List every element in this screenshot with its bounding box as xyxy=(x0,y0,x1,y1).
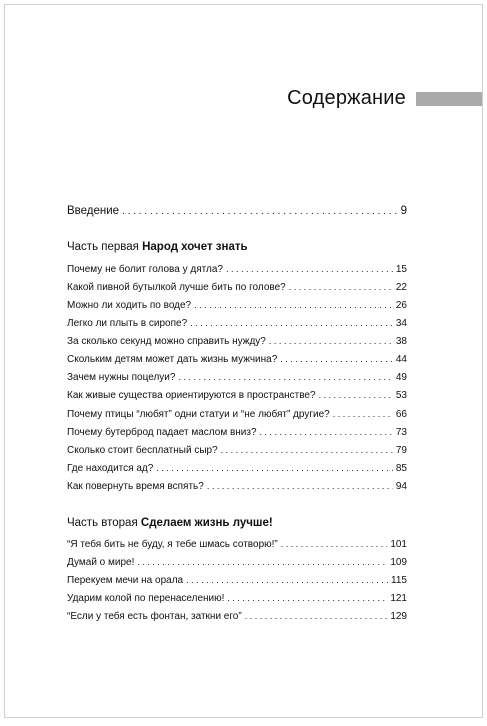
toc-entry-page: 15 xyxy=(395,264,407,275)
toc-entry xyxy=(67,575,407,586)
toc-entry-title: Где находится ад? xyxy=(67,463,154,474)
toc-entry-page: 79 xyxy=(395,445,407,456)
dot-leader xyxy=(333,409,393,419)
toc-entry xyxy=(67,539,407,550)
dot-leader xyxy=(137,557,387,567)
toc-entry-title: “Я тебя бить не буду, я тебе шмась сотворю!” xyxy=(67,539,278,550)
toc-entry-page: 109 xyxy=(390,557,407,568)
part-prefix: Часть первая xyxy=(67,241,139,253)
toc-entry xyxy=(67,409,407,420)
part-name: Сделаем жизнь лучше! xyxy=(140,517,273,529)
toc-entry-title: Зачем нужны поцелуи? xyxy=(67,372,176,383)
toc-entry-intro xyxy=(67,205,407,217)
toc-entry-title: Почему птицы “любят” одни статуи и “не любят” другие? xyxy=(67,409,330,420)
toc-entry xyxy=(67,463,407,474)
toc-entry-page: 101 xyxy=(390,539,407,550)
dot-leader xyxy=(245,611,388,621)
toc-entry-page: 129 xyxy=(390,611,407,622)
toc-entry-title: Какой пивной бутылкой лучше бить по голове? xyxy=(67,282,286,293)
toc-entry-page: 73 xyxy=(395,427,407,438)
toc-entry-title: Скольким детям может дать жизнь мужчина? xyxy=(67,354,278,365)
dot-leader xyxy=(207,481,393,491)
dot-leader xyxy=(178,372,392,382)
toc-entry-page: 94 xyxy=(395,481,407,492)
toc-entry-page: 85 xyxy=(395,463,407,474)
toc-entry-page: 53 xyxy=(395,390,407,401)
dot-leader xyxy=(227,593,387,603)
part-name: Народ хочет знать xyxy=(142,241,248,253)
toc-entry xyxy=(67,593,407,604)
toc-entry-page: 49 xyxy=(395,372,407,383)
toc-entry-title: Как повернуть время вспять? xyxy=(67,481,204,492)
toc-entry xyxy=(67,557,407,568)
toc-entry xyxy=(67,318,407,329)
toc-entry-page: 44 xyxy=(395,354,407,365)
toc-entry xyxy=(67,427,407,438)
part-two-heading xyxy=(67,517,273,529)
toc-entry-title: Как живые существа ориентируются в пространстве? xyxy=(67,390,316,401)
page-heading xyxy=(287,87,482,110)
part-one-heading xyxy=(67,241,248,253)
title-accent-bar xyxy=(416,92,482,106)
toc-entry-title: Сколько стоит бесплатный сыр? xyxy=(67,445,218,456)
toc-entry xyxy=(67,282,407,293)
dot-leader xyxy=(260,427,393,437)
toc-entry-page: 34 xyxy=(395,318,407,329)
dot-leader xyxy=(156,463,393,473)
toc-entry-title: Ударим колой по перенаселению! xyxy=(67,593,225,604)
dot-leader xyxy=(281,539,388,549)
part-prefix: Часть вторая xyxy=(67,517,138,529)
toc-entry-page: 26 xyxy=(395,300,407,311)
dot-leader xyxy=(122,206,398,217)
toc-entry xyxy=(67,264,407,275)
toc-entry xyxy=(67,336,407,347)
dot-leader xyxy=(319,390,393,400)
toc-entry-page: 38 xyxy=(395,336,407,347)
toc-entry-title: Можно ли ходить по воде? xyxy=(67,300,192,311)
toc-entry xyxy=(67,445,407,456)
toc-entry xyxy=(67,611,407,622)
toc-entry xyxy=(67,390,407,401)
page-title: Содержание xyxy=(287,87,406,109)
toc-entry-page: 121 xyxy=(390,593,407,604)
dot-leader xyxy=(289,282,393,292)
toc-entry-title: Перекуем мечи на орала xyxy=(67,575,184,586)
toc-entry-title: Думай о мире! xyxy=(67,557,135,568)
toc-entry xyxy=(67,300,407,311)
dot-leader xyxy=(269,336,393,346)
toc-entry xyxy=(67,481,407,492)
toc-entry xyxy=(67,354,407,365)
toc-entry-page: 115 xyxy=(391,575,407,586)
toc-entry-page: 9 xyxy=(400,205,407,217)
toc-entry xyxy=(67,372,407,383)
dot-leader xyxy=(226,264,393,274)
dot-leader xyxy=(280,354,393,364)
toc-entry-title: “Если у тебя есть фонтан, заткни его” xyxy=(67,611,242,622)
toc-entry-title: Почему не болит голова у дятла? xyxy=(67,264,223,275)
dot-leader xyxy=(221,445,393,455)
toc-entry-page: 22 xyxy=(395,282,407,293)
toc-entry-title: Введение xyxy=(67,205,120,217)
dot-leader xyxy=(194,300,393,310)
toc-entry-title: Легко ли плыть в сиропе? xyxy=(67,318,188,329)
dot-leader xyxy=(190,318,393,328)
toc-entry-title: Почему бутерброд падает маслом вниз? xyxy=(67,427,257,438)
book-page xyxy=(4,4,483,718)
dot-leader xyxy=(186,575,388,585)
toc-entry-title: За сколько секунд можно справить нужду? xyxy=(67,336,266,347)
toc-entry-page: 66 xyxy=(395,409,407,420)
